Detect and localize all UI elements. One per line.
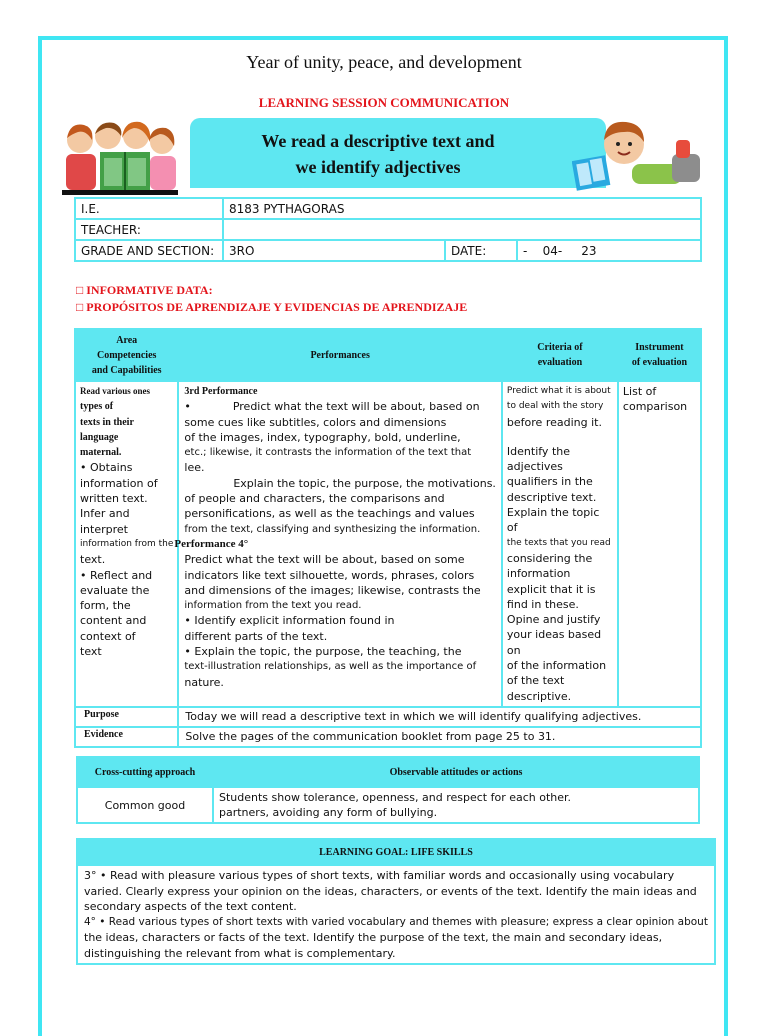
performance-line: • Predict what the text will be about, based on (184, 400, 480, 414)
lesson-title (190, 128, 566, 180)
goal-line: varied. Clearly express your opinion on the ideas, characters, or events of the text. Identify the main ideas and (84, 884, 697, 898)
attitude-line: Students show tolerance, openness, and respect for each other. (219, 791, 572, 804)
area-line: Infer and (80, 507, 130, 521)
criteria-cell (502, 381, 618, 707)
header-area: Area Competencies and Capabilities (75, 329, 178, 381)
performance-line: of people and characters, the comparisons and (184, 492, 445, 506)
criteria-line: explicit that it is (506, 582, 596, 596)
goal-line: secondary aspects of the text content. (84, 900, 297, 913)
area-line: Read various ones (80, 386, 151, 396)
goal-line: the ideas, characters or facts of the text. Identify the purpose of the text, the main and secondary ideas, (84, 931, 663, 944)
table-row (77, 787, 699, 823)
goal-line: 4° • Read various types of short texts with varied vocabulary and themes with pleasure; express a clear opinion about (84, 915, 708, 928)
instrument-cell (618, 381, 701, 707)
area-line: content and (80, 614, 147, 628)
cross-cutting-table (76, 756, 700, 824)
year-slogan: Year of unity, peace, and development (246, 52, 522, 72)
performances-cell (174, 381, 502, 707)
performance-line: nature. (184, 675, 224, 689)
criteria-line: before reading it. (506, 415, 602, 429)
evidence-label: Evidence (75, 727, 178, 747)
teacher-label: TEACHER: (75, 219, 223, 240)
learning-goal-table (76, 838, 716, 965)
criteria-line: Predict what it is about (506, 386, 611, 396)
table-header-row (77, 839, 715, 865)
performance-line: personifications, as well as the teachings and values (184, 507, 475, 521)
area-line: interpret (80, 522, 128, 536)
area-line: text (80, 645, 102, 659)
header-performances: Performances (178, 329, 502, 381)
area-line: language (80, 431, 119, 443)
purpose-label: Purpose (75, 707, 178, 727)
table-header-row (75, 329, 701, 381)
table-row (75, 198, 701, 219)
instrument-line: comparison (622, 400, 688, 414)
area-line: context of (80, 629, 136, 643)
teacher-value (223, 219, 701, 240)
criteria-line: adjectives (506, 460, 563, 474)
purposes-heading: □ PROPÓSITOS DE APRENDIZAJE Y EVIDENCIAS DE APRENDIZAJE (76, 300, 468, 314)
performance-line: of the images, index, typography, bold, underline, (184, 430, 461, 444)
goal-line: distinguishing the relevant from what is complementary. (84, 946, 396, 960)
approach-value: Common good (77, 787, 213, 823)
ie-label: I.E. (75, 198, 223, 219)
goal-line: 3° • Read with pleasure various types of short texts, with familiar words and occasionally using vocabulary (84, 869, 675, 882)
criteria-line: the texts that you read (506, 537, 611, 548)
header-instrument: Instrument of evaluation (618, 329, 701, 381)
performance-line: • Identify explicit information found in (184, 614, 395, 628)
lesson-title-line1: We read a descriptive text and (261, 131, 495, 151)
performance-line: and dimensions of the images; likewise, contrasts the (184, 583, 481, 597)
learning-goal-text (77, 865, 715, 964)
performance-line: Explain the topic, the purpose, the motivations. (184, 476, 496, 490)
criteria-line: Opine and justify (506, 613, 601, 627)
performance-line: text-illustration relationships, as well as the importance of (184, 661, 477, 673)
area-line: information from the (80, 538, 174, 549)
table-row (75, 219, 701, 240)
criteria-line: of the text (506, 674, 565, 688)
table-header-row (77, 757, 699, 787)
competencies-table (74, 328, 702, 748)
performance-line: • Explain the topic, the purpose, the teaching, the (184, 645, 462, 659)
area-line: text. (80, 553, 106, 567)
criteria-line: to deal with the story (506, 401, 604, 412)
area-line: information of (80, 476, 158, 490)
performance-line: indicators like text silhouette, words, phrases, colors (184, 568, 475, 582)
criteria-line: your ideas based on (506, 628, 602, 657)
boy-reading-illustration (572, 114, 708, 196)
performance-line: information from the text you read. (184, 600, 362, 612)
performance-line: Predict what the text will be about, based on some (184, 553, 465, 567)
info-table (74, 197, 702, 262)
purpose-value: Today we will read a descriptive text in which we will identify qualifying adjectives. (178, 707, 701, 727)
table-row (77, 865, 715, 964)
criteria-line: descriptive. (506, 689, 572, 703)
evidence-value: Solve the pages of the communication booklet from page 25 to 31. (178, 727, 701, 747)
table-row (75, 707, 701, 727)
grade-value: 3RO (223, 240, 445, 261)
instrument-line: List of (622, 385, 657, 398)
header-cross-cutting: Cross-cutting approach (77, 757, 213, 787)
criteria-line: descriptive text. (506, 490, 597, 504)
criteria-line: Identify the (506, 444, 570, 458)
table-row (75, 240, 701, 261)
grade-label: GRADE AND SECTION: (75, 240, 223, 261)
area-cell (75, 381, 178, 707)
performance-line: lee. (184, 461, 205, 475)
criteria-line: of the information (506, 659, 607, 673)
area-line: • Obtains (80, 461, 133, 475)
header-attitudes: Observable attitudes or actions (213, 757, 699, 787)
performance-heading: Performance 4° (174, 537, 249, 550)
area-line: types of (80, 401, 114, 413)
header-criteria: Criteria of evaluation (502, 329, 618, 381)
session-title: LEARNING SESSION COMMUNICATION (258, 95, 510, 110)
learning-goal-title: LEARNING GOAL: LIFE SKILLS (77, 839, 715, 865)
table-row (75, 727, 701, 747)
criteria-line: information (506, 567, 571, 581)
attitude-line: partners, avoiding any form of bullying. (219, 806, 438, 819)
performance-line: etc.; likewise, it contrasts the information of the text that (184, 447, 472, 459)
area-line: form, the (80, 599, 131, 613)
criteria-line: considering the (506, 551, 593, 565)
date-label: DATE: (445, 240, 517, 261)
criteria-line: find in these. (506, 597, 579, 611)
divider-bar (62, 190, 178, 195)
lesson-title-line2: we identify adjectives (295, 157, 461, 177)
kids-reading-illustration (60, 118, 180, 194)
attitudes-cell (213, 787, 699, 823)
area-line: written text. (80, 492, 148, 506)
table-row (75, 381, 701, 707)
performance-line: different parts of the text. (184, 629, 328, 643)
area-line: texts in their (80, 416, 134, 428)
informative-data-heading: □ INFORMATIVE DATA: (76, 283, 213, 297)
area-line: • Reflect and (80, 568, 153, 582)
date-value: - 04- 23 (517, 240, 701, 261)
performance-heading: 3rd Performance (184, 386, 258, 397)
criteria-line: Explain the topic of (506, 506, 600, 535)
performance-line: some cues like subtitles, colors and dimensions (184, 415, 447, 429)
area-line: evaluate the (80, 583, 150, 597)
criteria-line: qualifiers in the (506, 475, 593, 489)
performance-line: from the text, classifying and synthesizing the information. (184, 523, 481, 535)
ie-value: 8183 PYTHAGORAS (223, 198, 701, 219)
area-line: maternal. (80, 447, 122, 459)
